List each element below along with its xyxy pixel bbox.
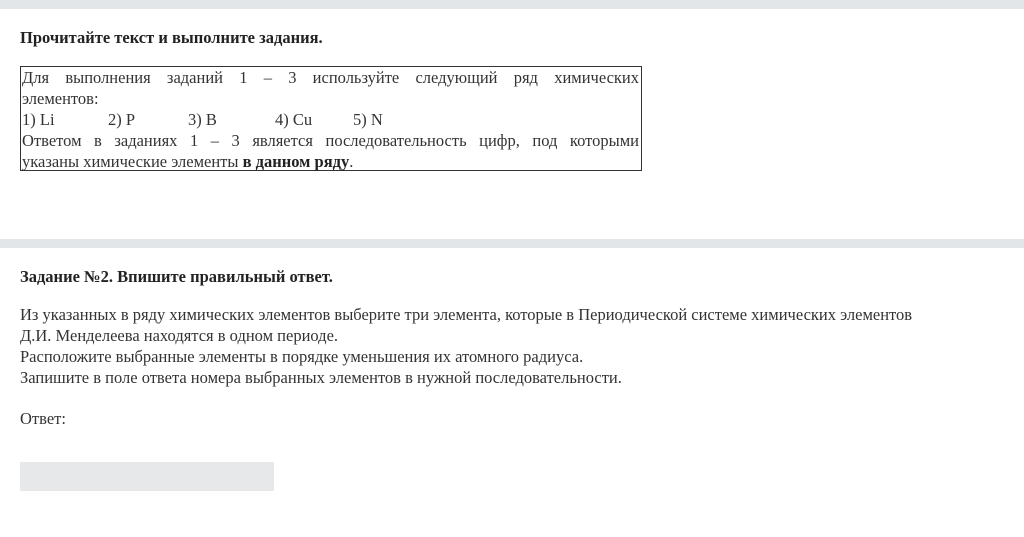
task-paragraph-3: Запишите в поле ответа номера выбранных элементов в нужной последовательности. [20, 368, 622, 387]
info-line-5-bold: в данном ряду [242, 152, 350, 171]
task-heading: Задание №2. Впишите правильный ответ. [20, 267, 333, 286]
task-paragraph-1-line-2: Д.И. Менделеева находятся в одном периоде. [20, 326, 339, 345]
info-line-1: Для выполнения заданий 1 – 3 используйте следующий ряд химических [22, 68, 639, 87]
intro-heading: Прочитайте текст и выполните задания. [20, 28, 323, 47]
section-divider-band [0, 239, 1024, 248]
element-item-2: 2) P [108, 110, 136, 129]
info-line-4: Ответом в заданиях 1 – 3 является последовательность цифр, под которыми [22, 131, 639, 150]
answer-input[interactable] [20, 462, 274, 491]
top-divider-band [0, 0, 1024, 9]
element-item-5: 5) N [353, 110, 383, 129]
info-line-2: элементов: [22, 89, 99, 108]
info-line-5-prefix: указаны химические элементы [22, 152, 243, 171]
task-body [20, 304, 1010, 388]
task-paragraph-1-line-1: Из указанных в ряду химических элементов выберите три элемента, которые в Периодической системе химических элементов [20, 305, 913, 324]
info-box [20, 66, 642, 171]
answer-label: Ответ: [20, 409, 66, 428]
info-line-5-suffix: . [349, 152, 354, 171]
element-list [22, 109, 639, 130]
element-item-4: 4) Cu [275, 110, 313, 129]
task-paragraph-2: Расположите выбранные элементы в порядке уменьшения их атомного радиуса. [20, 347, 584, 366]
info-line-5 [22, 151, 639, 172]
element-item-1: 1) Li [22, 110, 55, 129]
element-item-3: 3) B [188, 110, 217, 129]
